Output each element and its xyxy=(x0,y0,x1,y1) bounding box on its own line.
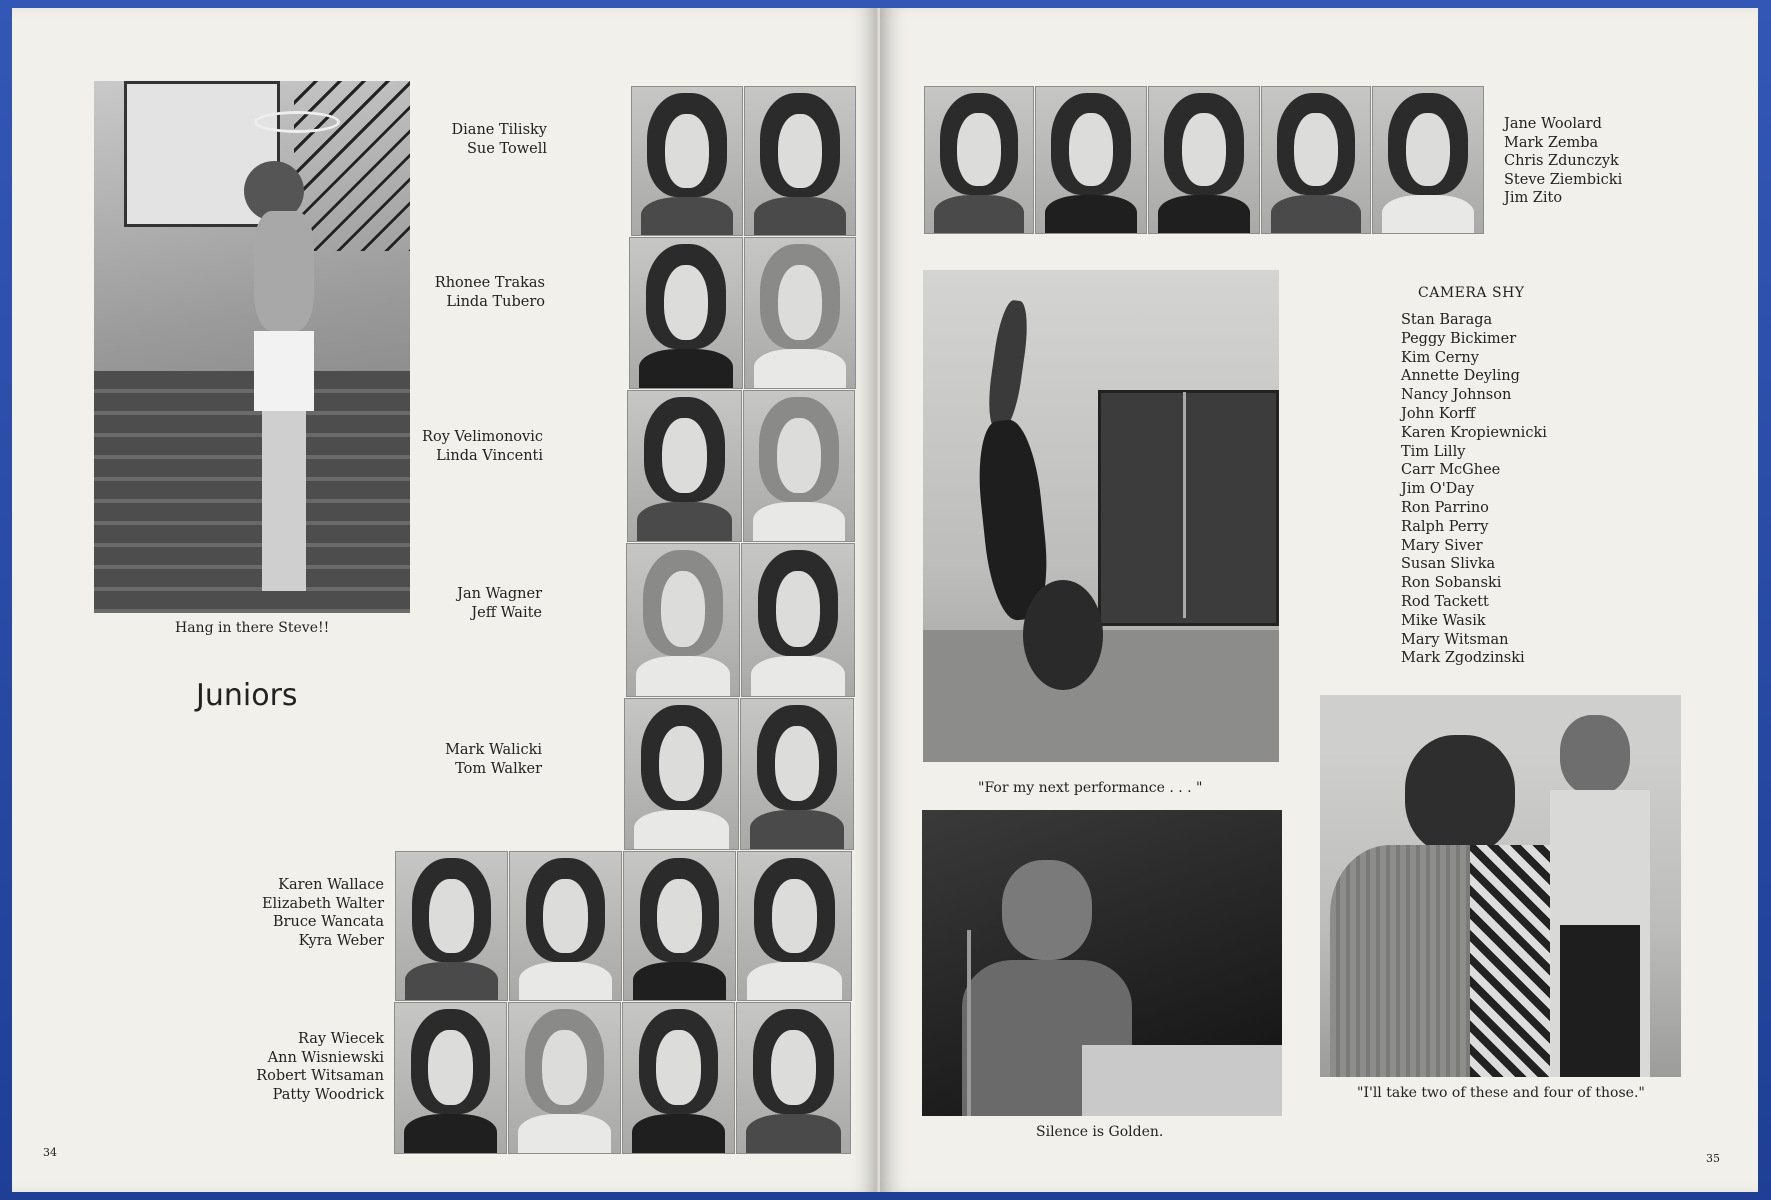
student-name: Peggy Bickimer xyxy=(1401,330,1517,347)
student-name: Steve Ziembicki xyxy=(1504,171,1623,188)
student-name: Mark Zemba xyxy=(1504,134,1599,151)
student-name: Mike Wasik xyxy=(1401,612,1486,629)
student-name: Robert Witsaman xyxy=(256,1068,384,1084)
cartwheel-caption: "For my next performance . . . " xyxy=(978,780,1203,796)
student-name: Roy Velimonovic xyxy=(422,429,543,445)
student-name: Mary Witsman xyxy=(1401,631,1509,648)
student-name: Stan Baraga xyxy=(1401,312,1493,328)
student-portrait xyxy=(741,543,855,697)
student-portrait xyxy=(622,1002,735,1154)
student-portrait xyxy=(924,86,1034,234)
student-name: Jan Wagner xyxy=(457,586,542,602)
name-group-4 xyxy=(457,585,542,622)
student-name: Carr McGhee xyxy=(1401,462,1501,479)
student-name: Karen Wallace xyxy=(278,877,384,893)
student-name: Mary Siver xyxy=(1401,537,1483,554)
student-name: Ron Sobanski xyxy=(1401,575,1502,592)
student-name: Kyra Weber xyxy=(298,932,384,949)
student-name: Mark Zgodzinski xyxy=(1401,650,1525,667)
classroom-caption: "I'll take two of these and four of those." xyxy=(1357,1085,1645,1101)
student-name: Nancy Johnson xyxy=(1401,387,1512,404)
student-name: Ray Wiecek xyxy=(297,1031,384,1047)
page-number: 34 xyxy=(43,1146,57,1159)
student-name: Tim Lilly xyxy=(1401,443,1466,460)
student-name: Mark Walicki xyxy=(445,742,542,758)
student-name: Annette Deyling xyxy=(1401,368,1520,385)
student-name: Elizabeth Walter xyxy=(261,895,384,912)
student-name: Chris Zdunczyk xyxy=(1504,153,1619,169)
student-name: Patty Woodrick xyxy=(272,1086,384,1103)
basketball-hoop xyxy=(254,111,340,133)
student-portrait xyxy=(744,86,856,236)
student-name: Jim Zito xyxy=(1504,190,1563,206)
student-name: Jim O'Day xyxy=(1401,481,1475,498)
student-name: Tom Walker xyxy=(455,760,542,777)
name-group-5 xyxy=(445,741,542,778)
name-group-6 xyxy=(262,876,384,950)
student-name: Rhonee Trakas xyxy=(434,275,545,291)
student-portrait xyxy=(744,237,856,389)
student-portrait xyxy=(743,390,855,542)
student-name: Karen Kropiewnicki xyxy=(1401,424,1547,441)
student-name: Diane Tilisky xyxy=(451,122,547,138)
right-page xyxy=(880,8,1758,1192)
student-name: Rod Tackett xyxy=(1401,593,1489,610)
page-heading-juniors: Juniors xyxy=(196,678,298,713)
student-portrait xyxy=(631,86,743,236)
student-portrait xyxy=(509,851,622,1001)
page-number: 35 xyxy=(1706,1152,1720,1165)
camera-shy-list xyxy=(1401,311,1547,668)
student-name: Ann Wisniewski xyxy=(267,1049,384,1066)
student-portrait xyxy=(629,237,743,389)
student-portrait xyxy=(508,1002,621,1154)
student-portrait xyxy=(1035,86,1147,234)
student-portrait xyxy=(737,851,852,1001)
student-name: Susan Slivka xyxy=(1401,556,1496,573)
student-name: Kim Cerny xyxy=(1401,349,1479,366)
student-portrait xyxy=(627,390,742,542)
student-name: Linda Vincenti xyxy=(436,447,543,464)
student-portrait xyxy=(740,698,854,850)
camera-shy-title: CAMERA SHY xyxy=(1418,285,1525,301)
student-name: Jane Woolard xyxy=(1504,116,1602,132)
cartwheel-photo xyxy=(923,270,1279,762)
microphone-caption: Silence is Golden. xyxy=(1036,1124,1164,1140)
classroom-photo xyxy=(1320,695,1681,1077)
basketball-dunk-photo xyxy=(94,81,410,613)
student-portrait xyxy=(623,851,736,1001)
student-portrait xyxy=(1372,86,1484,234)
student-name: Bruce Wancata xyxy=(272,914,384,930)
student-name: Ralph Perry xyxy=(1401,518,1489,535)
student-portrait xyxy=(394,1002,507,1154)
student-name: Linda Tubero xyxy=(446,293,545,310)
name-group-1 xyxy=(452,121,547,158)
student-name: Jeff Waite xyxy=(471,604,542,621)
student-name: Sue Towell xyxy=(466,140,547,157)
student-portrait xyxy=(395,851,508,1001)
top-row-names xyxy=(1504,115,1622,208)
student-portrait xyxy=(626,543,740,697)
student-name: John Korff xyxy=(1401,405,1476,422)
left-page xyxy=(12,8,878,1192)
name-group-7 xyxy=(256,1030,384,1104)
student-name: Ron Parrino xyxy=(1401,499,1489,516)
microphone-photo xyxy=(922,810,1282,1116)
student-portrait xyxy=(736,1002,851,1154)
student-portrait xyxy=(1261,86,1371,234)
student-portrait xyxy=(624,698,739,850)
basketball-photo-caption: Hang in there Steve!! xyxy=(175,620,330,636)
name-group-3 xyxy=(422,428,543,465)
student-portrait xyxy=(1148,86,1260,234)
name-group-2 xyxy=(435,274,545,311)
